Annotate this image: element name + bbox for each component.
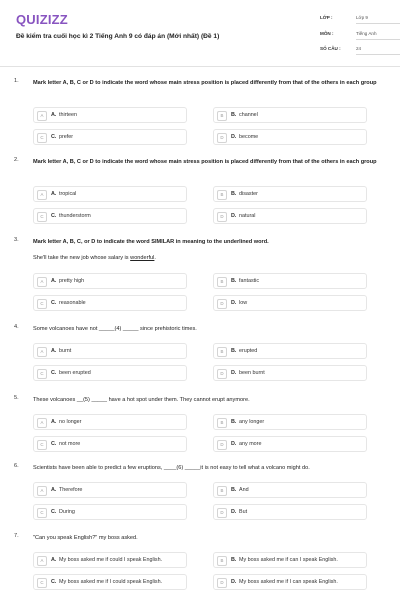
option-text: burnt <box>59 348 72 354</box>
option-label: C. <box>51 134 57 140</box>
option-label: B. <box>231 278 237 284</box>
option-text: channel <box>239 112 258 118</box>
option-a[interactable] <box>33 414 187 430</box>
option-text: Therefore <box>59 487 83 493</box>
question-number: 3. <box>14 237 19 243</box>
option-letter-box: A <box>37 111 47 121</box>
option-label: B. <box>231 419 237 425</box>
option-d[interactable] <box>213 365 367 381</box>
option-label: C. <box>51 509 57 515</box>
question-text: These volcanoes __(5) _____ have a hot spot under them. They cannot erupt anymore. <box>33 397 250 403</box>
option-text: no longer <box>59 419 82 425</box>
option-letter-box: A <box>37 347 47 357</box>
option-text: any more <box>239 441 262 447</box>
option-letter-box: C <box>37 440 47 450</box>
option-label: B. <box>231 112 237 118</box>
option-b[interactable] <box>213 273 367 289</box>
option-label: C. <box>51 370 57 376</box>
option-text: My boss asked me if I can speak English. <box>239 579 338 585</box>
option-text: My boss asked me if I could speak English. <box>59 579 163 585</box>
option-label: C. <box>51 441 57 447</box>
question-text: "Can you speak English?" my boss asked. <box>33 535 138 541</box>
option-text: been erupted <box>59 370 91 376</box>
option-text: not more <box>59 441 81 447</box>
option-letter-box: D <box>217 440 227 450</box>
header-divider <box>0 66 400 67</box>
option-b[interactable] <box>213 107 367 123</box>
question-text: Scientists have been able to predict a few eruptions, ____(6) _____it is not easy to tell what a volcano might do. <box>33 465 310 471</box>
question-text: Some volcanoes have not _____(4) _____ since prehistoric times. <box>33 326 197 332</box>
meta-underline <box>356 23 400 24</box>
question-number: 1. <box>14 78 19 84</box>
option-b[interactable] <box>213 414 367 430</box>
meta-underline <box>356 54 400 55</box>
option-c[interactable] <box>33 504 187 520</box>
option-a[interactable] <box>33 273 187 289</box>
option-letter-box: C <box>37 369 47 379</box>
option-d[interactable] <box>213 436 367 452</box>
question-sentence <box>33 255 156 261</box>
option-label: A. <box>51 487 57 493</box>
option-label: C. <box>51 300 57 306</box>
option-label: B. <box>231 191 237 197</box>
option-label: A. <box>51 348 57 354</box>
option-text: fantastic <box>239 278 260 284</box>
option-label: D. <box>231 134 237 140</box>
option-text: erupted <box>239 348 258 354</box>
option-label: B. <box>231 557 237 563</box>
option-letter-box: B <box>217 347 227 357</box>
option-label: A. <box>51 191 57 197</box>
option-d[interactable] <box>213 129 367 145</box>
question-number: 2. <box>14 157 19 163</box>
option-letter-box: B <box>217 486 227 496</box>
option-b[interactable] <box>213 482 367 498</box>
option-label: A. <box>51 419 57 425</box>
option-letter-box: A <box>37 277 47 287</box>
option-d[interactable] <box>213 295 367 311</box>
sentence-start: She'll take the new job whose salary is <box>33 255 131 261</box>
meta-grade-value: Lớp 9 <box>356 15 368 20</box>
question-text: Mark letter A, B, C or D to indicate the word whose main stress position is placed differently from that of the others in each group <box>33 80 377 86</box>
option-text: any longer <box>239 419 265 425</box>
meta-count-value: 24 <box>356 46 362 51</box>
option-label: B. <box>231 348 237 354</box>
option-text: But <box>239 509 248 515</box>
option-letter-box: B <box>217 418 227 428</box>
option-label: D. <box>231 213 237 219</box>
option-letter-box: C <box>37 578 47 588</box>
option-c[interactable] <box>33 129 187 145</box>
option-text: prefer <box>59 134 74 140</box>
option-text: pretty high <box>59 278 85 284</box>
option-text: reasonable <box>59 300 86 306</box>
option-letter-box: B <box>217 190 227 200</box>
option-letter-box: A <box>37 556 47 566</box>
option-text: My boss asked me if could I speak English. <box>59 557 163 563</box>
option-label: D. <box>231 441 237 447</box>
option-letter-box: C <box>37 133 47 143</box>
meta-subject-value: Tiếng Anh <box>356 31 377 36</box>
underlined-word: wonderful <box>130 255 155 261</box>
option-letter-box: D <box>217 212 227 222</box>
option-text: become <box>239 134 259 140</box>
option-b[interactable] <box>213 552 367 568</box>
meta-subject-label: MÔN : <box>320 31 334 36</box>
option-label: D. <box>231 509 237 515</box>
option-b[interactable] <box>213 343 367 359</box>
option-letter-box: C <box>37 508 47 518</box>
option-c[interactable] <box>33 436 187 452</box>
option-letter-box: A <box>37 190 47 200</box>
option-letter-box: A <box>37 418 47 428</box>
question-number: 5. <box>14 395 19 401</box>
option-letter-box: D <box>217 578 227 588</box>
option-letter-box: D <box>217 133 227 143</box>
page-title: Đề kiểm tra cuối học kì 2 Tiếng Anh 9 có đáp án (Mới nhất) (Đề 1) <box>16 33 220 40</box>
option-text: thirteen <box>59 112 77 118</box>
option-d[interactable] <box>213 208 367 224</box>
option-label: C. <box>51 213 57 219</box>
quizizz-logo: QUIZIZZ <box>16 12 68 27</box>
option-label: D. <box>231 300 237 306</box>
option-letter-box: B <box>217 111 227 121</box>
option-text: During <box>59 509 75 515</box>
option-label: A. <box>51 112 57 118</box>
option-text: thunderstorm <box>59 213 91 219</box>
option-a[interactable] <box>33 482 187 498</box>
option-text: My boss asked me if can I speak English. <box>239 557 338 563</box>
option-letter-box: D <box>217 369 227 379</box>
option-text: tropical <box>59 191 77 197</box>
question-text: Mark letter A, B, C, or D to indicate the word SIMILAR in meaning to the underlined word. <box>33 239 269 245</box>
option-letter-box: A <box>37 486 47 496</box>
option-b[interactable] <box>213 186 367 202</box>
question-number: 6. <box>14 463 19 469</box>
option-text: And <box>239 487 249 493</box>
option-c[interactable] <box>33 574 187 590</box>
option-label: B. <box>231 487 237 493</box>
option-text: low <box>239 300 248 306</box>
question-text: Mark letter A, B, C or D to indicate the word whose main stress position is placed differently from that of the others in each group <box>33 159 377 165</box>
option-a[interactable] <box>33 107 187 123</box>
option-text: natural <box>239 213 256 219</box>
sentence-end: . <box>154 255 156 261</box>
option-c[interactable] <box>33 295 187 311</box>
option-text: been burnt <box>239 370 265 376</box>
option-c[interactable] <box>33 365 187 381</box>
worksheet-header <box>0 0 400 66</box>
option-label: C. <box>51 579 57 585</box>
option-letter-box: D <box>217 299 227 309</box>
option-d[interactable] <box>213 574 367 590</box>
option-letter-box: D <box>217 508 227 518</box>
option-label: D. <box>231 579 237 585</box>
option-label: A. <box>51 278 57 284</box>
question-number: 7. <box>14 533 19 539</box>
option-label: A. <box>51 557 57 563</box>
option-a[interactable] <box>33 186 187 202</box>
option-letter-box: C <box>37 299 47 309</box>
question-number: 4. <box>14 324 19 330</box>
meta-underline <box>356 39 400 40</box>
meta-grade-label: LỚP : <box>320 15 333 20</box>
option-letter-box: C <box>37 212 47 222</box>
meta-count-label: SỐ CÂU : <box>320 46 341 51</box>
option-a[interactable] <box>33 343 187 359</box>
option-label: D. <box>231 370 237 376</box>
option-a[interactable] <box>33 552 187 568</box>
option-d[interactable] <box>213 504 367 520</box>
option-letter-box: B <box>217 277 227 287</box>
option-text: disaster <box>239 191 258 197</box>
option-letter-box: B <box>217 556 227 566</box>
option-c[interactable] <box>33 208 187 224</box>
